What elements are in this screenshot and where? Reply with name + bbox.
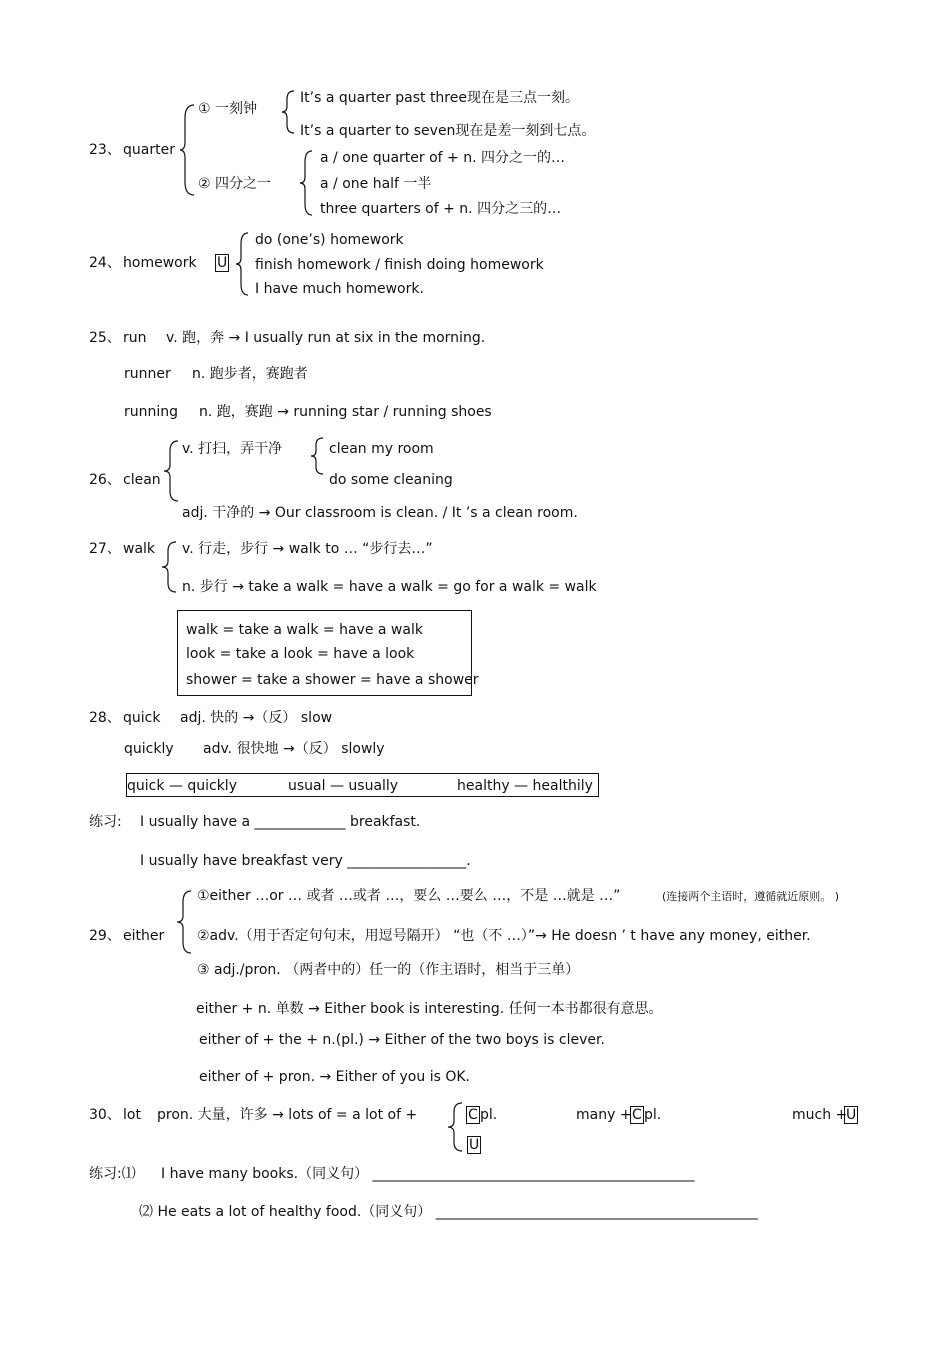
item-number-23: 23、 [89,142,121,158]
walk-noun: n. 步行 → take a walk = have a walk = go for a walk = walk [182,579,597,595]
item-number-28: 28、 [89,710,121,726]
quarter-phrase-3: three quarters of + n. 四分之三的… [320,201,562,217]
practice-sentence-1: I usually have a _____________ breakfast. [140,814,421,830]
word-runner: runner [124,366,171,382]
adverb-pair-quick: quick — quickly [127,778,237,794]
walk-verb: v. 行走，步行 → walk to … “步行去…” [182,541,433,557]
word-clean: clean [123,472,161,488]
quarter-phrase-2: a / one half 一半 [320,176,432,192]
word-lot: lot [123,1107,141,1123]
item-number-25: 25、 [89,330,121,346]
practice-label: 练习: [89,814,122,830]
run-definition: v. 跑，奔 → I usually run at six in the morning. [166,330,486,346]
walk-equivalent-3: shower = take a shower = have a shower [186,672,479,688]
either-example-2: either of + the + n.(pl.) → Either of the two boys is clever. [199,1032,605,1048]
practice-2-label: 练习:⑴ [89,1166,136,1182]
brace-quarter-sense-1 [282,90,296,134]
countable-plural-1: pl. [480,1107,498,1123]
runner-definition: n. 跑步者，赛跑者 [192,366,308,382]
item-number-30: 30、 [89,1107,121,1123]
brace-either [177,890,193,954]
clean-phrase-1: clean my room [329,441,434,457]
homework-phrase-2: finish homework / finish doing homework [255,257,544,273]
word-homework: homework [123,255,197,271]
word-run: run [123,330,147,346]
item-number-27: 27、 [89,541,121,557]
homework-phrase-3: I have much homework. [255,281,424,297]
brace-lot [448,1102,464,1152]
clean-verb: v. 打扫，弄干净 [182,441,283,457]
clean-adjective: adj. 干净的 → Our classroom is clean. / It ’s a clean room. [182,505,578,521]
either-usage-3: ③ adj./pron. （两者中的）任一的（作主语时，相当于三单） [197,962,580,978]
word-either: either [123,928,165,944]
brace-quarter-sense-2 [300,150,314,216]
either-example-1: either + n. 单数 → Either book is interesting. 任何一本书都很有意思。 [196,1001,663,1017]
countable-marker-1: C [468,1107,478,1123]
uncountable-marker: U [217,255,228,271]
word-walk: walk [123,541,156,557]
quarter-sense-2: ② 四分之一 [198,176,272,192]
countable-plural-2: pl. [644,1107,662,1123]
uncountable-marker-1: U [469,1137,480,1153]
either-usage-2: ②adv.（用于否定句句末，用逗号隔开） “也（不 …）”→ He doesn ’ t have any money, either. [197,928,811,944]
quarter-phrase-1: a / one quarter of + n. 四分之一的… [320,150,565,166]
quick-definition: adj. 快的 →（反） slow [180,710,333,726]
item-number-24: 24、 [89,255,121,271]
quarter-example-1: It’s a quarter past three现在是三点一刻。 [300,90,579,106]
brace-quarter [180,104,196,196]
brace-clean [164,440,180,502]
either-usage-1-note: (连接两个主语时，遵循就近原则。 ) [662,890,840,903]
word-quarter: quarter [123,142,175,158]
uncountable-marker-2: U [846,1107,857,1123]
quarter-example-2: It’s a quarter to seven现在是差一刻到七点。 [300,123,596,139]
much-label: much + [792,1107,848,1123]
practice-2-sentence-1: I have many books.（同义句） ______________________________________________ [161,1166,695,1182]
walk-equivalent-1: walk = take a walk = have a walk [186,622,423,638]
word-quickly: quickly [124,741,174,757]
word-running: running [124,404,179,420]
quarter-sense-1: ① 一刻钟 [198,101,258,117]
quickly-definition: adv. 很快地 →（反） slowly [203,741,385,757]
countable-marker-2: C [632,1107,642,1123]
practice-sentence-2: I usually have breakfast very _________________. [140,853,471,869]
adverb-pair-healthy: healthy — healthily [457,778,593,794]
adverb-pair-usual: usual — usually [288,778,399,794]
practice-2-sentence-2: ⑵ He eats a lot of healthy food.（同义句） ______________________________________________ [139,1204,758,1220]
brace-walk [162,541,178,593]
walk-equivalent-2: look = take a look = have a look [186,646,415,662]
either-usage-1: ①either …or … 或者 …或者 …，要么 …要么 …，不是 …就是 …” [197,888,621,904]
clean-phrase-2: do some cleaning [329,472,453,488]
homework-phrase-1: do (one’s) homework [255,232,404,248]
either-example-3: either of + pron. → Either of you is OK. [199,1069,470,1085]
brace-homework [236,232,250,296]
word-quick: quick [123,710,161,726]
brace-clean-verb [311,437,325,475]
item-number-29: 29、 [89,928,121,944]
many-label: many + [576,1107,632,1123]
item-number-26: 26、 [89,472,121,488]
lot-definition: pron. 大量，许多 → lots of = a lot of + [157,1107,418,1123]
running-definition: n. 跑，赛跑 → running star / running shoes [199,404,492,420]
